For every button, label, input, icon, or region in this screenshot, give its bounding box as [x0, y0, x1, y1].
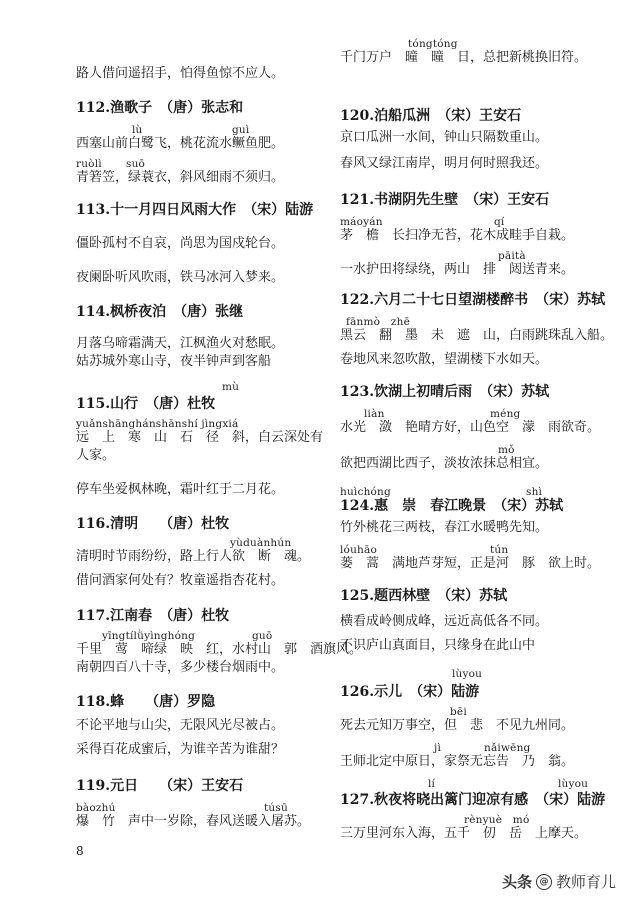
poem-line: 黑云 翻 墨 未 遮 山，白雨跳珠乱入船。: [340, 328, 614, 343]
pinyin-annotation: qí: [494, 216, 505, 228]
poem-title: 117.江南春 （唐）杜牧: [76, 608, 230, 624]
poem-line: 不识庐山真面目，只缘身在此山中: [340, 638, 536, 653]
pinyin-annotation: lù: [132, 124, 143, 136]
poem-line: 借问酒家何处有？牧童遥指杏花村。: [76, 573, 285, 588]
poem-line: 蒌 蒿 满地芦芽短，正是河 豚 欲上时。: [340, 556, 601, 571]
poem-title: 113.十一月四日风雨大作 （宋）陆游: [76, 202, 314, 218]
poem-line: 采得百花成蜜后，为谁辛苦为谁甜？: [76, 742, 285, 757]
poem-line: 夜阑卧听风吹雨，铁马冰河入梦来。: [76, 270, 285, 285]
poem-line: 京口瓜洲一水间，钟山只隔数重山。: [340, 130, 549, 145]
poem-line: 茅 檐 长扫净无苔，花木成畦手自栽。: [340, 228, 575, 243]
watermark-brand: 头条: [501, 873, 532, 891]
pinyin-annotation: shì: [526, 486, 543, 498]
poem-line: 不论平地与山尖，无限风光尽被占。: [76, 718, 285, 733]
pinyin-annotation: suō: [126, 158, 146, 170]
watermark: [502, 871, 616, 892]
poem-title: 123.饮湖上初晴后雨 （宋）苏轼: [340, 384, 550, 400]
poem-line: 西塞山前白鹭飞，桃花流水鳜鱼肥。: [76, 136, 285, 151]
poem-line: 王师北定中原日，家祭无忘告 乃 翁。: [340, 754, 575, 769]
pinyin-annotation: túsū: [264, 802, 288, 814]
pinyin-annotation: jì: [434, 742, 442, 754]
pinyin-annotation: lí: [428, 778, 436, 790]
pinyin-annotation: tún: [490, 544, 509, 556]
poem-title: 119.元日 （宋）王安石: [76, 778, 244, 794]
poem-title: 116.清明 （唐）杜牧: [76, 516, 230, 532]
poem-line: 卷地风来忽吹散，望湖楼下水如天。: [340, 352, 549, 367]
poem-line: 清明时节雨纷纷，路上行人欲 断 魂。: [76, 549, 311, 564]
poem-line: 爆 竹 声中一岁除，春风送暖入屠苏。: [76, 814, 311, 829]
at-icon: @: [536, 874, 552, 890]
pinyin-annotation: nǎiwēng: [484, 742, 531, 754]
pinyin-annotation: yīngtílǜyìnghóng: [102, 630, 196, 642]
pinyin-annotation: bàozhú: [76, 802, 116, 814]
pinyin-annotation: máoyán: [340, 216, 383, 228]
poem-title: 120.泊船瓜洲 （宋）王安石: [340, 108, 522, 124]
pinyin-annotation: mù: [222, 381, 240, 393]
poem-line: 停车坐爱枫林晚，霜叶红于二月花。: [76, 482, 285, 497]
pinyin-annotation: méng: [490, 408, 521, 420]
poem-line: 月落乌啼霜满天，江枫渔火对愁眠。: [76, 336, 285, 351]
poem-line: 水光 潋 艳晴方好，山色空 濛 雨欲奇。: [340, 420, 601, 435]
pinyin-annotation: liàn: [364, 408, 385, 420]
poem-line: 青箬笠，绿蓑衣，斜风细雨不须归。: [76, 170, 285, 185]
poem-title: 127.秋夜将晓出篱门迎凉有感 （宋）陆游: [340, 792, 606, 808]
poem-line: 竹外桃花三两枝，春江水暖鸭先知。: [340, 520, 549, 535]
pinyin-annotation: yuǎnshānghánshānshí jìngxiá: [76, 418, 239, 430]
poem-title: 121.书湖阴先生壁 （宋）王安石: [340, 192, 550, 208]
poem-line: 路人借问遥招手，怕得鱼惊不应人。: [76, 66, 285, 81]
poem-title: 124.惠 崇 春江晚景 （宋）苏轼: [340, 498, 564, 514]
pinyin-annotation: lóuhāo: [340, 544, 377, 556]
pinyin-annotation: yùduànhún: [230, 537, 292, 549]
poem-title: 112.渔歌子 （唐）张志和: [76, 100, 244, 116]
pinyin-annotation: guō: [252, 630, 273, 642]
pinyin-annotation: bēi: [450, 706, 467, 718]
pinyin-annotation: guì: [232, 124, 250, 136]
poem-title: 118.蜂 （唐）罗隐: [76, 694, 216, 710]
pinyin-annotation: rènyuè mó: [464, 814, 530, 826]
poem-line: 欲把西湖比西子，淡妆浓抹总相宜。: [340, 456, 549, 471]
poem-title: 114.枫桥夜泊 （唐）张继: [76, 304, 244, 320]
poem-title: 115.山行 （唐）杜牧: [76, 396, 216, 412]
poem-line: 死去元知万事空，但 悲 不见九州同。: [340, 718, 575, 733]
poem-line: 千门万户 曈 曈 日，总把新桃换旧符。: [340, 50, 588, 65]
poem-line: 一水护田将绿绕，两山 排 闼送青来。: [340, 262, 575, 277]
watermark-name: 教师育儿: [555, 873, 616, 891]
poem-line: 千里 莺 啼绿 映 红，水村山 郭 酒旗风。: [76, 642, 363, 657]
pinyin-annotation: tóngtóng: [408, 38, 458, 50]
poem-line: 姑苏城外寒山寺，夜半钟声到客船: [76, 354, 272, 369]
poem-line: 春风又绿江南岸，明月何时照我还。: [340, 156, 549, 171]
poem-title: 125.题西林壁 （宋）苏轼: [340, 588, 508, 604]
pinyin-annotation: fānmò zhē: [346, 316, 410, 328]
pinyin-annotation: mǒ: [498, 444, 515, 456]
pinyin-annotation: huìchóng: [340, 486, 391, 498]
page-number: 8: [76, 844, 84, 858]
poem-line: 三万里河东入海，五千 仞 岳 上摩天。: [340, 826, 588, 841]
poem-line: 南朝四百八十寺，多少楼台烟雨中。: [76, 660, 285, 675]
poem-line: 僵卧孤村不自哀，尚思为国戍轮台。: [76, 236, 285, 251]
pinyin-annotation: lùyou: [452, 668, 483, 680]
poem-line: 远 上 寒 山 石 径 斜，白云深处有: [76, 430, 324, 445]
poem-line: 人家。: [76, 448, 116, 463]
poem-title: 126.示儿 （宋）陆游: [340, 684, 480, 700]
poem-title: 122.六月二十七日望湖楼醉书 （宋）苏轼: [340, 292, 606, 308]
pinyin-annotation: pāità: [498, 250, 526, 262]
pinyin-annotation: ruòlì: [76, 158, 102, 170]
poem-line: 横看成岭侧成峰，远近高低各不同。: [340, 614, 549, 629]
pinyin-annotation: lùyou: [558, 778, 589, 790]
